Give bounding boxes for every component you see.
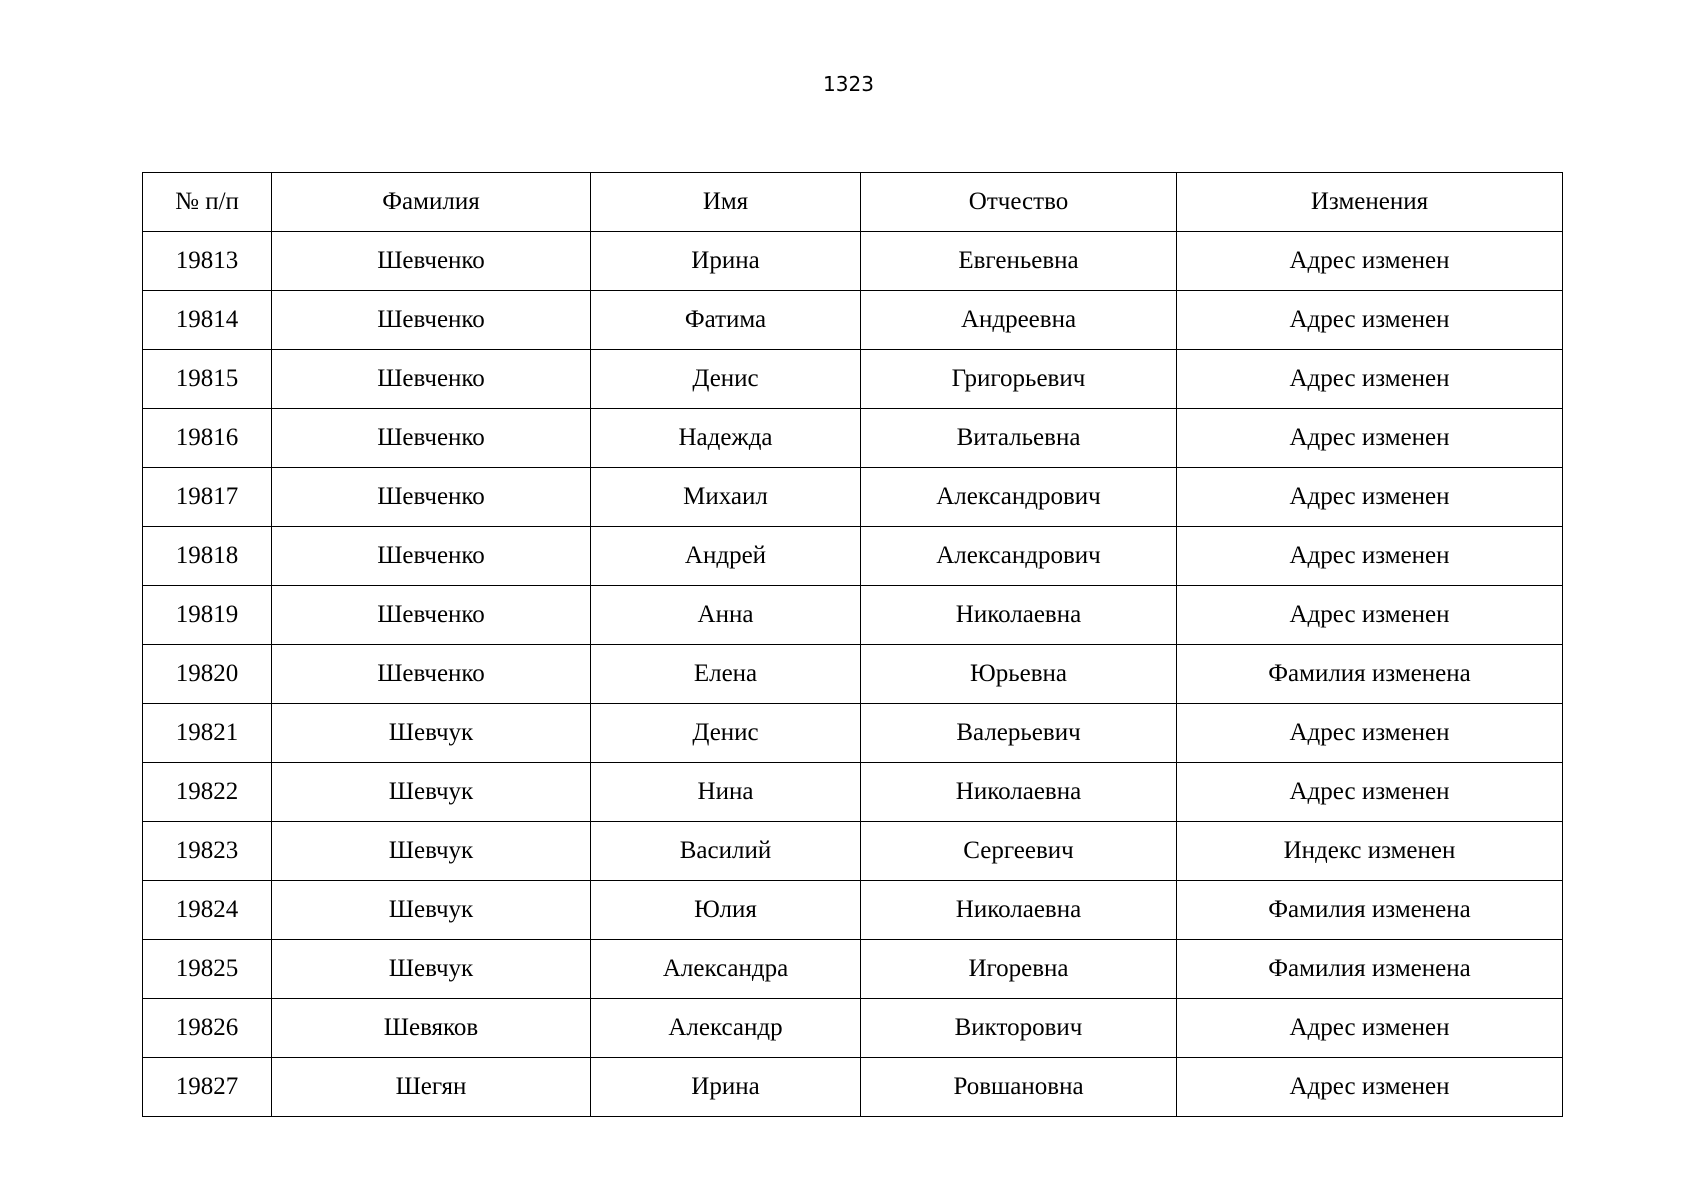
cell-patronymic: Николаевна — [861, 586, 1177, 645]
cell-first-name: Андрей — [591, 527, 861, 586]
header-first-name: Имя — [591, 173, 861, 232]
table-body — [143, 232, 1563, 1117]
cell-patronymic: Григорьевич — [861, 350, 1177, 409]
cell-patronymic: Сергеевич — [861, 822, 1177, 881]
header-changes: Изменения — [1177, 173, 1563, 232]
table-row — [143, 291, 1563, 350]
cell-changes: Адрес изменен — [1177, 763, 1563, 822]
cell-changes: Адрес изменен — [1177, 350, 1563, 409]
cell-changes: Адрес изменен — [1177, 291, 1563, 350]
cell-surname: Шевчук — [272, 822, 591, 881]
cell-number: 19813 — [143, 232, 272, 291]
cell-surname: Шевченко — [272, 232, 591, 291]
header-surname: Фамилия — [272, 173, 591, 232]
cell-patronymic: Ровшановна — [861, 1058, 1177, 1117]
cell-patronymic: Евгеньевна — [861, 232, 1177, 291]
cell-first-name: Ирина — [591, 232, 861, 291]
table-row — [143, 999, 1563, 1058]
cell-number: 19823 — [143, 822, 272, 881]
cell-surname: Шевчук — [272, 881, 591, 940]
cell-surname: Шегян — [272, 1058, 591, 1117]
cell-changes: Фамилия изменена — [1177, 645, 1563, 704]
cell-patronymic: Игоревна — [861, 940, 1177, 999]
cell-changes: Адрес изменен — [1177, 468, 1563, 527]
cell-first-name: Александра — [591, 940, 861, 999]
cell-number: 19815 — [143, 350, 272, 409]
table-row — [143, 940, 1563, 999]
cell-changes: Адрес изменен — [1177, 999, 1563, 1058]
cell-number: 19816 — [143, 409, 272, 468]
cell-number: 19827 — [143, 1058, 272, 1117]
cell-number: 19824 — [143, 881, 272, 940]
cell-number: 19819 — [143, 586, 272, 645]
cell-first-name: Ирина — [591, 1058, 861, 1117]
cell-surname: Шевчук — [272, 704, 591, 763]
table-row — [143, 822, 1563, 881]
page-number: 1323 — [823, 72, 874, 96]
table-row — [143, 468, 1563, 527]
cell-number: 19822 — [143, 763, 272, 822]
cell-surname: Шевяков — [272, 999, 591, 1058]
table-row — [143, 704, 1563, 763]
cell-first-name: Денис — [591, 704, 861, 763]
cell-patronymic: Александрович — [861, 527, 1177, 586]
table-header-row — [143, 173, 1563, 232]
cell-first-name: Александр — [591, 999, 861, 1058]
cell-changes: Адрес изменен — [1177, 704, 1563, 763]
cell-surname: Шевченко — [272, 350, 591, 409]
cell-surname: Шевченко — [272, 586, 591, 645]
table-row — [143, 645, 1563, 704]
cell-surname: Шевченко — [272, 291, 591, 350]
cell-patronymic: Викторович — [861, 999, 1177, 1058]
cell-changes: Фамилия изменена — [1177, 940, 1563, 999]
table-row — [143, 1058, 1563, 1117]
cell-number: 19818 — [143, 527, 272, 586]
cell-first-name: Анна — [591, 586, 861, 645]
cell-surname: Шевченко — [272, 645, 591, 704]
cell-first-name: Василий — [591, 822, 861, 881]
cell-first-name: Фатима — [591, 291, 861, 350]
cell-patronymic: Юрьевна — [861, 645, 1177, 704]
header-patronymic: Отчество — [861, 173, 1177, 232]
cell-number: 19820 — [143, 645, 272, 704]
table-row — [143, 881, 1563, 940]
cell-changes: Адрес изменен — [1177, 527, 1563, 586]
cell-surname: Шевченко — [272, 527, 591, 586]
cell-first-name: Денис — [591, 350, 861, 409]
cell-patronymic: Андреевна — [861, 291, 1177, 350]
cell-patronymic: Валерьевич — [861, 704, 1177, 763]
cell-changes: Адрес изменен — [1177, 409, 1563, 468]
cell-surname: Шевченко — [272, 409, 591, 468]
cell-changes: Фамилия изменена — [1177, 881, 1563, 940]
cell-number: 19814 — [143, 291, 272, 350]
cell-first-name: Нина — [591, 763, 861, 822]
cell-changes: Адрес изменен — [1177, 232, 1563, 291]
table-row — [143, 527, 1563, 586]
cell-surname: Шевченко — [272, 468, 591, 527]
table-row — [143, 409, 1563, 468]
cell-number: 19826 — [143, 999, 272, 1058]
cell-first-name: Михаил — [591, 468, 861, 527]
cell-number: 19825 — [143, 940, 272, 999]
cell-surname: Шевчук — [272, 940, 591, 999]
table-row — [143, 586, 1563, 645]
cell-changes: Адрес изменен — [1177, 586, 1563, 645]
table-row — [143, 763, 1563, 822]
cell-patronymic: Николаевна — [861, 763, 1177, 822]
registry-table — [142, 172, 1563, 1117]
cell-changes: Адрес изменен — [1177, 1058, 1563, 1117]
cell-surname: Шевчук — [272, 763, 591, 822]
cell-patronymic: Николаевна — [861, 881, 1177, 940]
table-row — [143, 350, 1563, 409]
cell-number: 19817 — [143, 468, 272, 527]
cell-first-name: Юлия — [591, 881, 861, 940]
header-number: № п/п — [143, 173, 272, 232]
cell-first-name: Надежда — [591, 409, 861, 468]
cell-patronymic: Витальевна — [861, 409, 1177, 468]
cell-first-name: Елена — [591, 645, 861, 704]
table-row — [143, 232, 1563, 291]
cell-changes: Индекс изменен — [1177, 822, 1563, 881]
cell-patronymic: Александрович — [861, 468, 1177, 527]
cell-number: 19821 — [143, 704, 272, 763]
